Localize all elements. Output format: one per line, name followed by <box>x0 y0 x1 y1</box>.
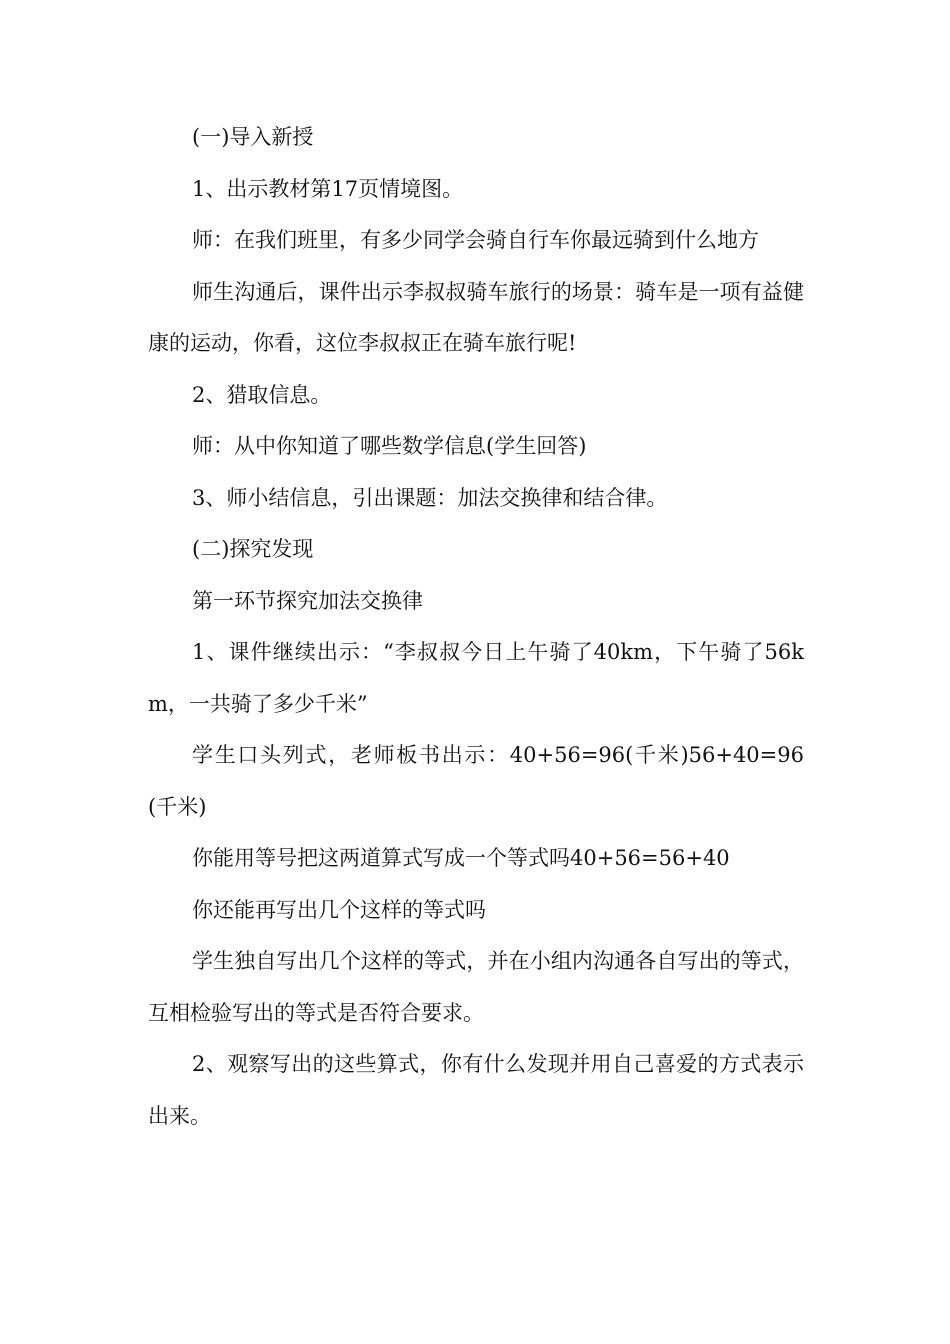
paragraph-section-heading-1: (一)导入新授 <box>192 125 314 149</box>
paragraph-teacher-question: 师：在我们班里，有多少同学会骑自行车你最远骑到什么地方 <box>192 228 759 252</box>
paragraph-equations: 学生口头列式，老师板书出示：40+56=96(千米)56+40=96(千米) <box>148 743 804 819</box>
paragraph-scene-description: 师生沟通后，课件出示李叔叔骑车旅行的场景：骑车是一项有益健康的运动，你看，这位李叔叔正在骑车旅行呢! <box>148 279 804 355</box>
paragraph-step-2: 2、猎取信息。 <box>192 382 332 407</box>
paragraph-observation: 2、观察写出的这些算式，你有什么发现并用自己喜爱的方式表示出来。 <box>148 1052 804 1128</box>
paragraph-step-1: 1、出示教材第17页情境图。 <box>192 176 464 201</box>
paragraph-group-work: 学生独自写出几个这样的等式，并在小组内沟通各自写出的等式，互相检验写出的等式是否符合要求。 <box>148 949 804 1025</box>
document-body <box>148 112 804 1142</box>
paragraph-problem: 1、课件继续出示：“李叔叔今日上午骑了40km，下午骑了56km，一共骑了多少千米” <box>148 640 804 716</box>
paragraph-equality: 你能用等号把这两道算式写成一个等式吗40+56=56+40 <box>192 846 730 870</box>
paragraph-section-heading-2: (二)探究发现 <box>192 537 314 561</box>
paragraph-teacher-info: 师：从中你知道了哪些数学信息(学生回答) <box>192 434 587 458</box>
paragraph-subsection-heading: 第一环节探究加法交换律 <box>192 588 423 613</box>
paragraph-step-3: 3、师小结信息，引出课题：加法交换律和结合律。 <box>192 485 668 510</box>
paragraph-more-equations: 你还能再写出几个这样的等式吗 <box>192 897 486 922</box>
